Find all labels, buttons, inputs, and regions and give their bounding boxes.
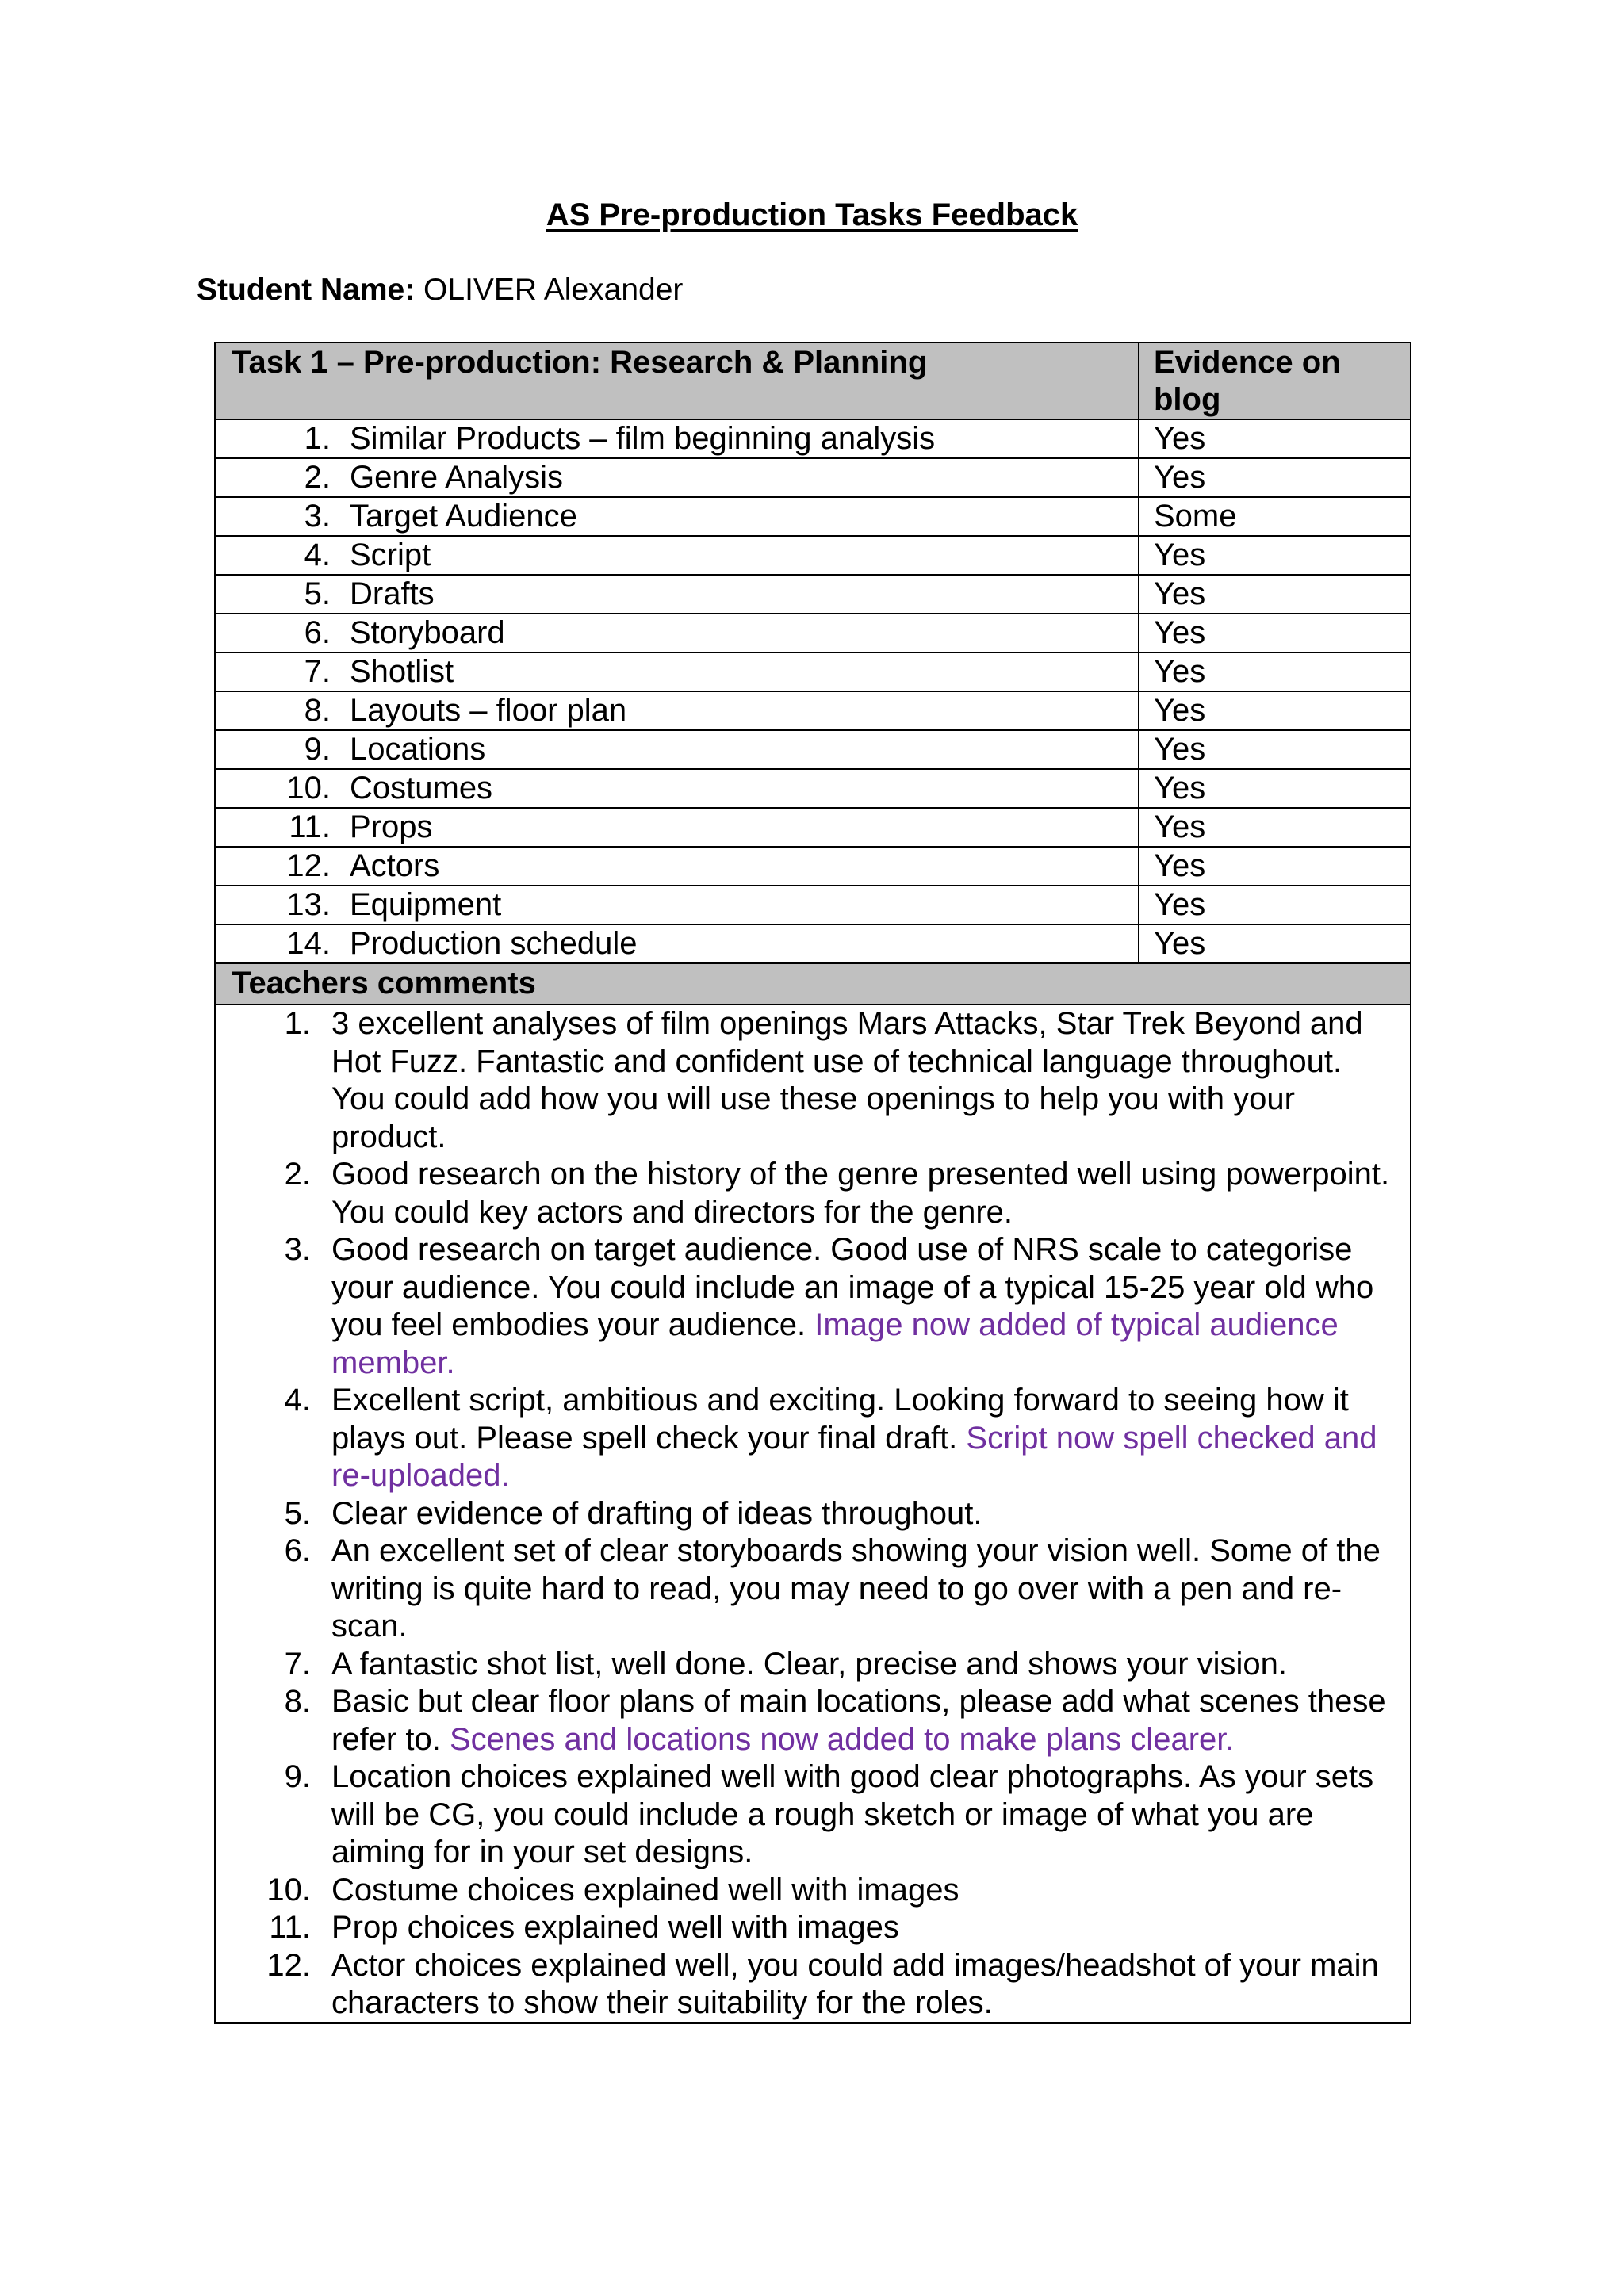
- comment-text: Basic but clear floor plans of main locations, please add what scenes these refer to.: [331, 1684, 1386, 1757]
- task-text: Similar Products – film beginning analysis: [350, 421, 936, 456]
- task-cell: [215, 458, 1139, 497]
- comment-update-note: Image now added of typical audience member.: [331, 1307, 1339, 1380]
- comment-number: 1.: [284, 1006, 311, 1041]
- task-text: Script: [350, 538, 431, 572]
- comment-item: [216, 1758, 1390, 1872]
- comments-header: Teachers comments: [232, 966, 536, 1001]
- task-row: [215, 419, 1411, 458]
- task-evidence: Yes: [1139, 691, 1411, 730]
- comments-cell: [215, 1004, 1411, 2023]
- task-row: [215, 458, 1411, 497]
- task-number: 12.: [286, 848, 331, 883]
- task-evidence: Some: [1139, 497, 1411, 536]
- comment-text: Actor choices explained well, you could add images/headshot of your main characters to show their suitability for the roles.: [331, 1947, 1379, 2020]
- header-evidence-cell: [1139, 342, 1411, 419]
- comment-text: Good research on the history of the genre presented well using powerpoint. You could key actors and directors for the genre.: [331, 1157, 1390, 1230]
- task-cell: [215, 769, 1139, 808]
- task-evidence: Yes: [1139, 847, 1411, 886]
- task-number: 8.: [304, 693, 331, 728]
- task-cell: [215, 497, 1139, 536]
- comments-header-row: [215, 963, 1411, 1004]
- task-text: Props: [350, 809, 433, 844]
- student-name-label: Student Name:: [197, 273, 416, 307]
- task-number: 10.: [286, 771, 331, 806]
- task-number: 3.: [304, 499, 331, 534]
- task-text: Layouts – floor plan: [350, 693, 627, 728]
- task-text: Costumes: [350, 771, 493, 806]
- task-row: [215, 652, 1411, 691]
- task-number: 7.: [304, 654, 331, 689]
- comment-text: An excellent set of clear storyboards showing your vision well. Some of the writing is quite hard to read, you may need to go over with a pen and re-scan.: [331, 1533, 1381, 1644]
- task-evidence: Yes: [1139, 458, 1411, 497]
- comment-item: [216, 1005, 1390, 1156]
- task-number: 11.: [289, 809, 331, 844]
- task-text: Locations: [350, 732, 486, 767]
- feedback-table: [214, 342, 1411, 2024]
- comment-text: Good research on target audience. Good use of NRS scale to categorise your audience. You could include an image of a typical 15-25 year old who you feel embodies your audience.: [331, 1232, 1374, 1342]
- task-number: 2.: [304, 460, 331, 495]
- task-evidence: Yes: [1139, 808, 1411, 847]
- comments-row: [215, 1004, 1411, 2023]
- comment-item: [216, 1382, 1390, 1495]
- comment-text: 3 excellent analyses of film openings Mars Attacks, Star Trek Beyond and Hot Fuzz. Fantastic and confident use of technical language throughout. You could add how you will use these openings to help you with your product.: [331, 1006, 1363, 1154]
- student-name-line: [197, 270, 683, 311]
- task-cell: [215, 614, 1139, 652]
- table-header-row: [215, 342, 1411, 419]
- comment-number: 7.: [284, 1646, 311, 1682]
- comment-update-note: Scenes and locations now added to make plans clearer.: [449, 1721, 1235, 1757]
- task-number: 14.: [286, 926, 331, 961]
- task-row: [215, 730, 1411, 769]
- comment-item: [216, 1533, 1390, 1646]
- comment-text: Costume choices explained well with images: [331, 1872, 959, 1908]
- task-cell: [215, 575, 1139, 614]
- task-evidence: Yes: [1139, 614, 1411, 652]
- header-evidence-line2: blog: [1154, 382, 1221, 417]
- comments-header-cell: [215, 963, 1411, 1004]
- task-row: [215, 497, 1411, 536]
- task-text: Drafts: [350, 576, 435, 611]
- task-number: 5.: [304, 576, 331, 611]
- comment-item: [216, 1872, 1390, 1910]
- comment-text: Location choices explained well with good clear photographs. As your sets will be CG, you could include a rough sketch or image of what you are aiming for in your set designs.: [331, 1759, 1374, 1869]
- comment-number: 11.: [269, 1910, 311, 1945]
- header-evidence: [1139, 343, 1410, 419]
- document-title: [0, 193, 1624, 237]
- task-evidence: Yes: [1139, 886, 1411, 924]
- task-cell: [215, 808, 1139, 847]
- comment-number: 5.: [284, 1495, 311, 1531]
- comment-item: [216, 1646, 1390, 1684]
- task-evidence: Yes: [1139, 575, 1411, 614]
- comments-list: [216, 1005, 1410, 2022]
- task-number: 9.: [304, 732, 331, 767]
- header-evidence-line1: Evidence on: [1154, 345, 1341, 380]
- task-evidence: Yes: [1139, 419, 1411, 458]
- task-number: 1.: [304, 421, 331, 456]
- task-row: [215, 924, 1411, 963]
- task-text: Shotlist: [350, 654, 454, 689]
- task-text: Storyboard: [350, 615, 505, 650]
- comment-item: [216, 1495, 1390, 1533]
- task-text: Actors: [350, 848, 440, 883]
- task-row: [215, 886, 1411, 924]
- task-evidence: Yes: [1139, 536, 1411, 575]
- document-title-text: AS Pre-production Tasks Feedback: [546, 197, 1078, 232]
- task-row: [215, 808, 1411, 847]
- task-row: [215, 575, 1411, 614]
- header-task-cell: [215, 342, 1139, 419]
- task-row: [215, 691, 1411, 730]
- task-text: Genre Analysis: [350, 460, 564, 495]
- task-cell: [215, 847, 1139, 886]
- comment-number: 12.: [266, 1947, 311, 1983]
- task-cell: [215, 691, 1139, 730]
- comment-item: [216, 1683, 1390, 1758]
- task-row: [215, 847, 1411, 886]
- comment-number: 4.: [284, 1383, 311, 1418]
- task-number: 6.: [304, 615, 331, 650]
- comment-text: Prop choices explained well with images: [331, 1910, 899, 1945]
- task-number: 13.: [286, 887, 331, 922]
- task-row: [215, 614, 1411, 652]
- comment-item: [216, 1231, 1390, 1382]
- task-evidence: Yes: [1139, 924, 1411, 963]
- task-cell: [215, 730, 1139, 769]
- comment-item: [216, 1156, 1390, 1231]
- task-text: Target Audience: [350, 499, 577, 534]
- task-cell: [215, 924, 1139, 963]
- task-text: Production schedule: [350, 926, 638, 961]
- task-number: 4.: [304, 538, 331, 572]
- student-name-value: OLIVER Alexander: [423, 273, 684, 307]
- comment-text: A fantastic shot list, well done. Clear, precise and shows your vision.: [331, 1646, 1288, 1682]
- task-text: Equipment: [350, 887, 502, 922]
- task-cell: [215, 536, 1139, 575]
- task-cell: [215, 652, 1139, 691]
- comment-number: 8.: [284, 1684, 311, 1719]
- comment-text: Clear evidence of drafting of ideas throughout.: [331, 1495, 982, 1531]
- comment-item: [216, 1947, 1390, 2022]
- task-cell: [215, 886, 1139, 924]
- task-cell: [215, 419, 1139, 458]
- task-row: [215, 536, 1411, 575]
- comment-number: 3.: [284, 1232, 311, 1267]
- comment-number: 10.: [266, 1872, 311, 1908]
- task-evidence: Yes: [1139, 730, 1411, 769]
- header-task: Task 1 – Pre-production: Research & Planning: [232, 345, 928, 380]
- comment-update-note: Script now spell checked and re-uploaded.: [331, 1420, 1377, 1493]
- task-evidence: Yes: [1139, 652, 1411, 691]
- task-evidence: Yes: [1139, 769, 1411, 808]
- comment-number: 6.: [284, 1533, 311, 1568]
- comment-number: 2.: [284, 1157, 311, 1192]
- comment-item: [216, 1909, 1390, 1947]
- comment-text: Excellent script, ambitious and exciting. Looking forward to seeing how it plays out. Please spell check your final draft.: [331, 1383, 1349, 1456]
- comment-number: 9.: [284, 1759, 311, 1794]
- task-row: [215, 769, 1411, 808]
